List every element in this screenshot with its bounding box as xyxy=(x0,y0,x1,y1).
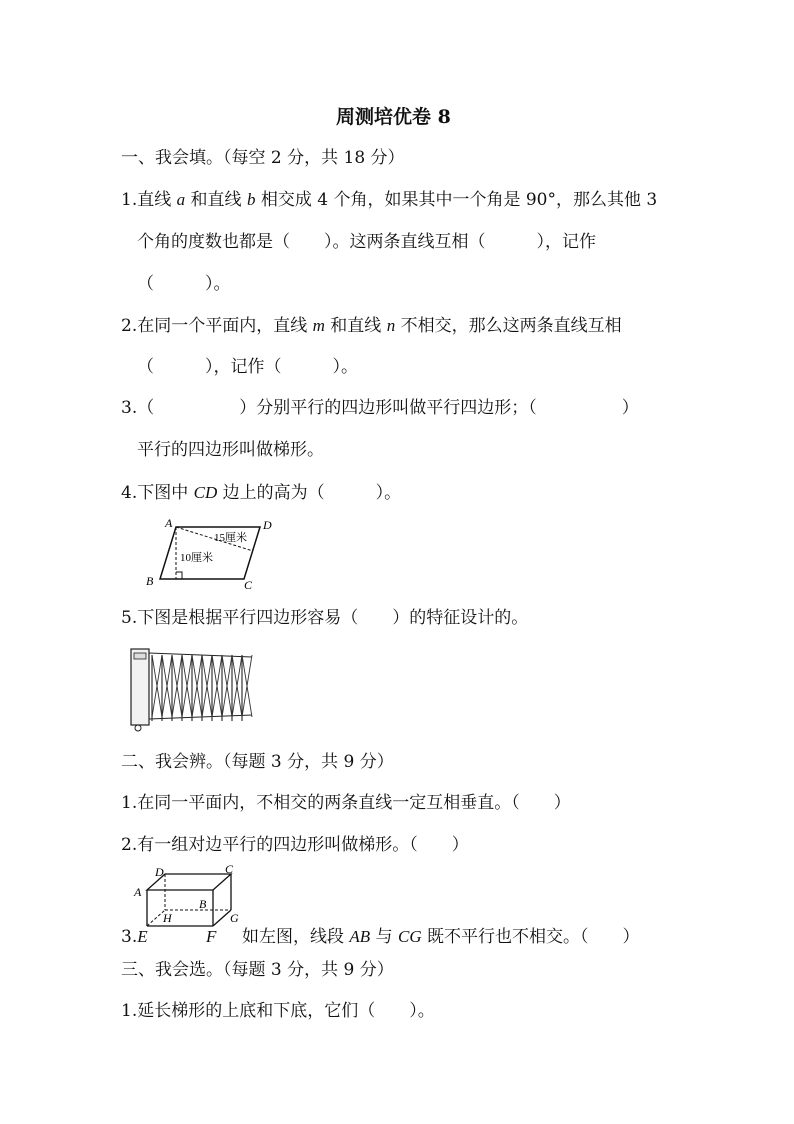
fig1-label-a: A xyxy=(165,516,173,530)
s2-q1: 1.在同一平面内，不相交的两条直线一定互相垂直。（ ） xyxy=(121,793,571,813)
fig2-label-e: E xyxy=(137,927,148,946)
fig2-label-c: C xyxy=(225,864,234,876)
s2-q3-number: 3.E xyxy=(121,927,148,947)
fig2-label-d: D xyxy=(155,865,164,879)
fig1-label-d: D xyxy=(263,518,272,532)
s1-q2-line1: 2.在同一个平面内，直线 m 和直线 n 不相交，那么这两条直线互相 xyxy=(121,316,622,336)
parallelogram-figure xyxy=(140,515,290,591)
retractable-gate-illustration xyxy=(128,643,256,733)
fig1-label-c: C xyxy=(244,578,253,591)
section-2-heading: 二、我会辨。（每题 3 分，共 9 分） xyxy=(121,752,394,772)
fig2-label-h: H xyxy=(163,911,172,925)
s2-q2: 2.有一组对边平行的四边形叫做梯形。（ ） xyxy=(121,835,469,855)
fig1-length-10: 10厘米 xyxy=(180,552,213,564)
s1-q4-line1: 4.下图中 CD 边上的高为（ ）。 xyxy=(121,483,402,503)
s2-q3-label-f: F xyxy=(206,927,217,946)
s1-q5-line1: 5.下图是根据平行四边形容易（ ）的特征设计的。 xyxy=(121,608,529,628)
s1-q1-line3: （ ）。 xyxy=(137,274,231,294)
fig1-length-15: 15厘米 xyxy=(214,532,247,544)
fig2-label-b: B xyxy=(199,897,207,911)
page-title: 周测培优卷 8 xyxy=(336,106,451,128)
s3-q1: 1.延长梯形的上底和下底，它们（ ）。 xyxy=(121,1001,435,1021)
s1-q3-line1: 3.（ ）分别平行的四边形叫做平行四边形；（ ） xyxy=(121,398,639,418)
section-3-heading: 三、我会选。（每题 3 分，共 9 分） xyxy=(121,960,394,980)
s1-q2-line2: （ ），记作（ ）。 xyxy=(137,357,358,377)
s2-q3-text: 如左图，线段 AB 与 CG 既不平行也不相交。（ ） xyxy=(242,927,640,947)
fig1-label-b: B xyxy=(146,574,154,588)
fig2-label-a: A xyxy=(134,885,142,899)
s1-q1-line1: 1.直线 a 和直线 b 相交成 4 个角，如果其中一个角是 90°，那么其他 3 xyxy=(121,190,658,210)
fig2-label-g: G xyxy=(230,911,239,925)
s1-q1-line2: 个角的度数也都是（ ）。这两条直线互相（ ），记作 xyxy=(137,232,596,252)
s1-q3-line2: 平行的四边形叫做梯形。 xyxy=(137,440,324,460)
section-1-heading: 一、我会填。（每空 2 分，共 18 分） xyxy=(121,148,405,168)
